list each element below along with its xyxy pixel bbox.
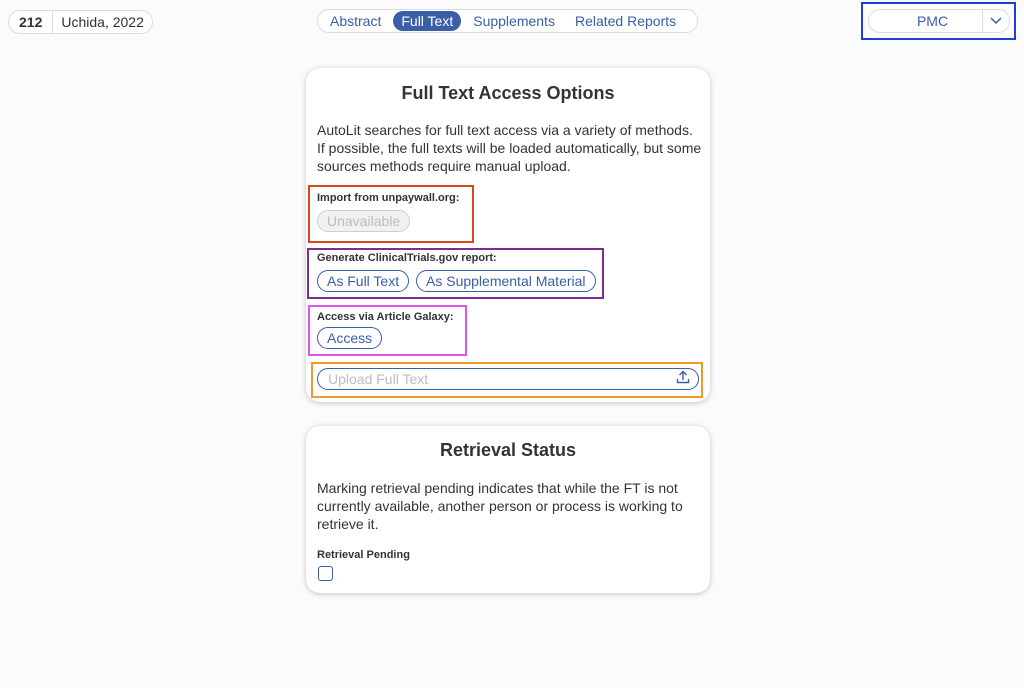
retrieval-pending-checkbox[interactable] [318, 566, 333, 581]
clinicaltrials-label: Generate ClinicalTrials.gov report: [317, 252, 497, 264]
upload-icon[interactable] [676, 370, 690, 389]
unpaywall-unavailable-button: Unavailable [317, 210, 410, 232]
retrieval-status-card [306, 426, 710, 593]
as-full-text-button[interactable]: As Full Text [317, 270, 409, 292]
retrieval-pending-label: Retrieval Pending [317, 549, 410, 561]
source-select[interactable] [868, 9, 1010, 33]
reference-author-year: Uchida, 2022 [61, 14, 144, 30]
view-tabs [317, 9, 698, 33]
tab-related-reports[interactable]: Related Reports [574, 13, 677, 29]
chevron-down-icon[interactable] [982, 10, 1009, 32]
article-galaxy-label: Access via Article Galaxy: [317, 311, 454, 323]
source-select-value: PMC [916, 13, 949, 29]
unpaywall-label: Import from unpaywall.org: [317, 192, 460, 204]
retrieval-status-title: Retrieval Status [439, 440, 577, 460]
reference-number: 212 [9, 11, 53, 33]
upload-placeholder: Upload Full Text [328, 371, 429, 387]
as-supplemental-material-button[interactable]: As Supplemental Material [416, 270, 596, 292]
reference-pill [8, 10, 153, 34]
upload-full-text-field[interactable] [317, 368, 699, 390]
full-text-access-description: AutoLit searches for full text access via a variety of methods. If possible, the full texts will be loaded automatically, but some sources methods require manual upload. [317, 122, 702, 174]
tab-full-text[interactable]: Full Text [393, 11, 461, 31]
tab-supplements[interactable]: Supplements [473, 13, 555, 29]
retrieval-status-description: Marking retrieval pending indicates that while the FT is not currently available, another person or process is working to retrieve it. [317, 480, 683, 532]
full-text-access-title: Full Text Access Options [401, 83, 615, 103]
tab-abstract[interactable]: Abstract [330, 13, 382, 29]
access-button[interactable]: Access [317, 327, 382, 349]
